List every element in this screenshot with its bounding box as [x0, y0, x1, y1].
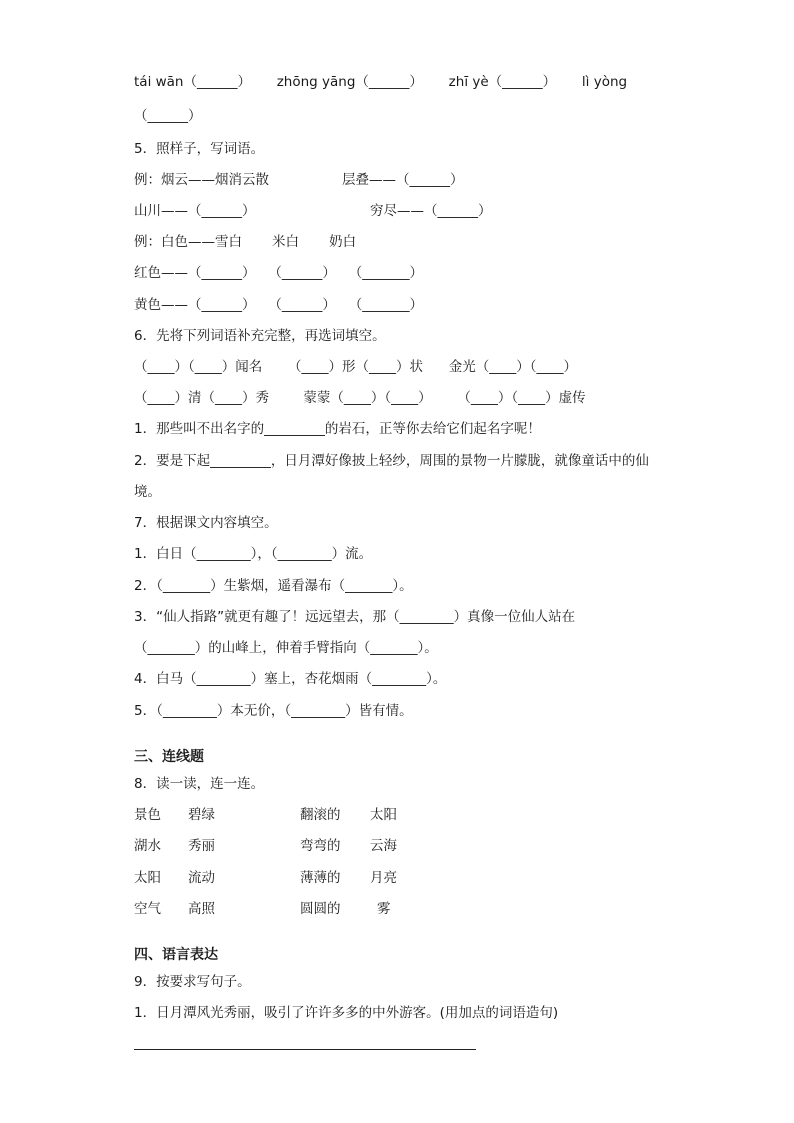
q6-row-1: （____）（____）闻名 （____）形（____）状 金光（____）（____）	[134, 359, 577, 375]
match-item-right: 翻滚的	[300, 807, 341, 823]
q7-line-2: 2．（_______）生紫烟，遥看瀑布（_______）。	[134, 578, 413, 594]
q7-line-3-continued: （_______）的山峰上，伸着手臂指向（_______）。	[134, 640, 438, 656]
q4-pinyin-row: tái wān（______） zhōng yāng（______） zhī yè（______） lì yòng	[134, 74, 628, 90]
q4-pinyin-continued: （______）	[134, 108, 202, 124]
match-item-right-2: 云海	[370, 838, 397, 854]
match-item-left-2: 碧绿	[188, 807, 215, 823]
match-item-left: 太阳	[134, 870, 161, 886]
q6-row-2: （____）清（____）秀 蒙蒙（____）（____） （____）（____）虚传	[134, 390, 586, 406]
match-item-right-2: 太阳	[370, 807, 397, 823]
match-item-right-2: 月亮	[370, 870, 397, 886]
match-item-right: 弯弯的	[300, 838, 341, 854]
q7-title: 7．根据课文内容填空。	[134, 515, 278, 531]
match-item-left: 湖水	[134, 838, 161, 854]
match-item-left-2: 高照	[188, 901, 215, 917]
q5-item-shanchuan: 山川——（______）	[134, 203, 256, 219]
q5-example-2: 例：白色——雪白 米白 奶白	[134, 234, 357, 250]
match-item-left-2: 流动	[188, 870, 215, 886]
section-3-heading: 三、连线题	[134, 749, 204, 765]
match-item-left: 景色	[134, 807, 161, 823]
q9-sentence-1: 1．日月潭风光秀丽，吸引了许许多多的中外游客。(用加点的词语造句)	[134, 1005, 559, 1021]
q5-red-row: 红色——（______） （______） （_______）	[134, 265, 423, 281]
answer-line[interactable]	[134, 1049, 476, 1050]
q5-item-qiongjin: 穷尽——（______）	[370, 203, 492, 219]
q5-title: 5．照样子，写词语。	[134, 141, 265, 157]
q6-title: 6．先将下列词语补充完整，再选词填空。	[134, 328, 386, 344]
q6-sentence-2-continued: 境。	[134, 484, 161, 500]
q6-sentence-2: 2．要是下起_________，日月潭好像披上轻纱，周围的景物一片朦胧，就像童话中的仙	[134, 453, 649, 469]
q9-title: 9．按要求写句子。	[134, 974, 251, 990]
q5-example-1: 例：烟云——烟消云散	[134, 172, 269, 188]
match-item-left-2: 秀丽	[188, 838, 215, 854]
q5-yellow-row: 黄色——（______） （______） （_______）	[134, 297, 423, 313]
q5-item-cengdie: 层叠——（______）	[342, 172, 464, 188]
q6-sentence-1: 1．那些叫不出名字的_________的岩石，正等你去给它们起名字呢！	[134, 421, 541, 437]
match-item-right: 薄薄的	[300, 870, 341, 886]
q8-title: 8．读一读，连一连。	[134, 776, 265, 792]
match-item-left: 空气	[134, 901, 161, 917]
match-item-right: 圆圆的	[300, 901, 341, 917]
section-4-heading: 四、语言表达	[134, 947, 218, 963]
q7-line-5: 5．（________）本无价，（________）皆有情。	[134, 703, 413, 719]
q7-line-3: 3．“仙人指路”就更有趣了！远远望去，那（________）真像一位仙人站在	[134, 609, 576, 625]
q7-line-4: 4．白马（________）塞上，杏花烟雨（________）。	[134, 671, 447, 687]
match-item-right-2: 雾	[377, 901, 391, 917]
q7-line-1: 1．白日（________），（________）流。	[134, 546, 373, 562]
